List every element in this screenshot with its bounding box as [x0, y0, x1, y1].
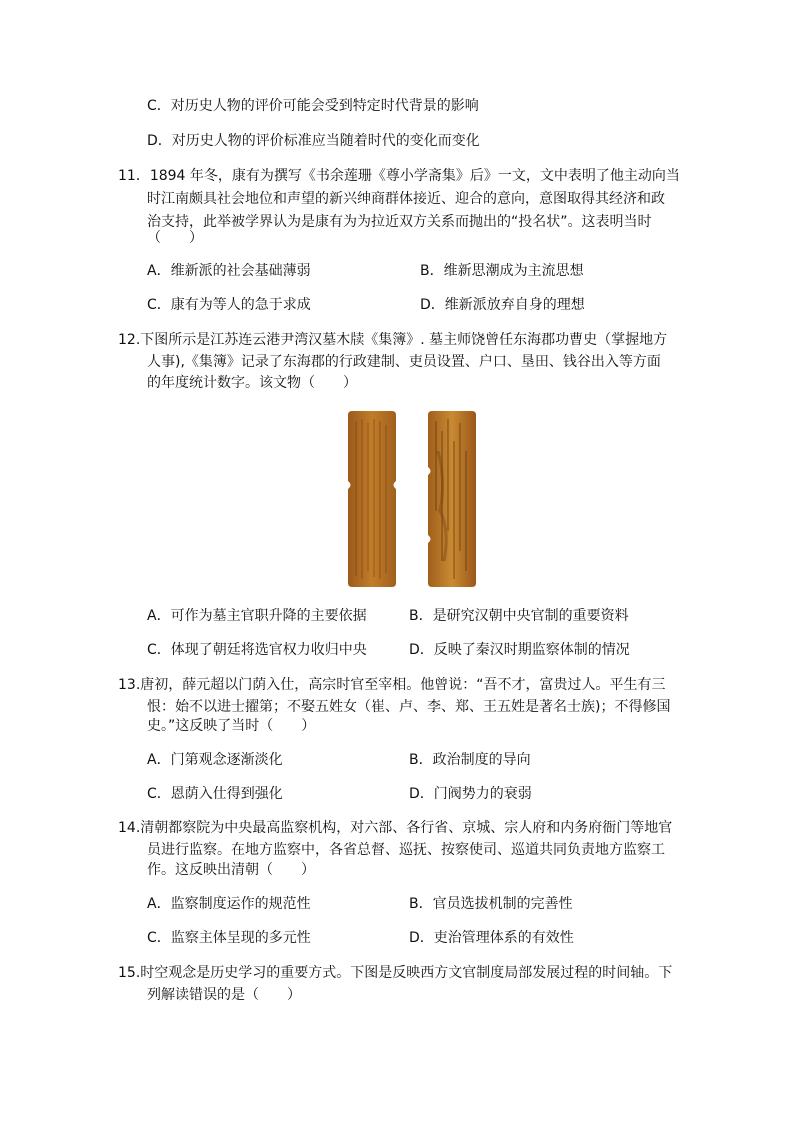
q12-option-c: C．体现了朝廷将选官权力收归中央: [147, 642, 367, 658]
q13-stem-line1: 13.唐初，薛元超以门荫入仕，高宗时官至宰相。他曾说：“吾不才，富贵过人。平生有三: [118, 677, 666, 693]
q12-option-b: B．是研究汉朝中央官制的重要资料: [409, 608, 629, 624]
q14-option-d: D．吏治管理体系的有效性: [409, 930, 574, 946]
q14-stem-line1: 14.清朝都察院为中央最高监察机构，对六部、各行省、京城、宗人府和内务府衙门等地官: [118, 820, 673, 836]
q12-stem-line2: 人事),《集簿》记录了东海郡的行政建制、吏员设置、户口、垦田、钱谷出入等方面: [147, 354, 661, 370]
q11-answer-blank: （ ）: [147, 230, 203, 246]
q12-option-d: D．反映了秦汉时期监察体制的情况: [409, 642, 630, 658]
q11-option-a: A．维新派的社会基础薄弱: [147, 263, 311, 279]
q11-stem-line1: 11．1894 年冬，康有为撰写《书余莲珊《尊小学斋集》后》一文，文中表明了他主动向当: [118, 168, 680, 184]
q14-option-c: C．监察主体呈现的多元性: [147, 930, 311, 946]
q11-option-b: B．维新思潮成为主流思想: [420, 263, 584, 279]
q11-option-c: C．康有为等人的急于求成: [147, 297, 311, 313]
q13-option-a: A．门第观念逐渐淡化: [147, 752, 283, 768]
right-wooden-slip: [428, 411, 476, 587]
q14-stem-line3: 作。这反映出清朝（ ）: [147, 862, 315, 878]
q14-option-b: B．官员选拔机制的完善性: [409, 896, 573, 912]
q13-stem-line3: 史。”这反映了当时（ ）: [147, 718, 316, 734]
q11-stem-line3: 治支持，此举被学界认为是康有为为拉近双方关系而抛出的“投名状”。这表明当时: [147, 214, 652, 230]
q15-stem-line1: 15.时空观念是历史学习的重要方式。下图是反映西方文官制度局部发展过程的时间轴。下: [118, 965, 673, 981]
q12-stem-line1: 12.下图所示是江苏连云港尹湾汉墓木牍《集簿》. 墓主师饶曾任东海郡功曹史（掌握地方: [118, 332, 668, 348]
q10-option-d: D．对历史人物的评价标准应当随着时代的变化而变化: [147, 133, 480, 149]
q13-option-b: B．政治制度的导向: [409, 752, 531, 768]
q13-stem-line2: 恨：始不以进士擢第；不娶五姓女（崔、卢、李、郑、王五姓是著名士族)；不得修国: [147, 699, 671, 715]
q13-option-c: C．恩荫入仕得到强化: [147, 786, 283, 802]
q12-stem-line3: 的年度统计数字。该文物（ ）: [147, 375, 357, 391]
left-wooden-slip: [348, 411, 396, 587]
wooden-slips-photo: [346, 411, 478, 587]
q12-option-a: A．可作为墓主官职升降的主要依据: [147, 608, 367, 624]
q11-stem-line2: 时江南颇具社会地位和声望的新兴绅商群体接近、迎合的意向，意图取得其经济和政: [147, 191, 665, 207]
q10-option-c: C．对历史人物的评价可能会受到特定时代背景的影响: [147, 98, 479, 114]
q15-stem-line2: 列解读错误的是（ ）: [147, 987, 301, 1003]
q14-stem-line2: 员进行监察。在地方监察中，各省总督、巡抚、按察使司、巡道共同负责地方监察工: [147, 842, 665, 858]
q11-option-d: D．维新派放弃自身的理想: [420, 297, 585, 313]
q13-option-d: D．门阀势力的衰弱: [409, 786, 532, 802]
q14-option-a: A．监察制度运作的规范性: [147, 896, 311, 912]
